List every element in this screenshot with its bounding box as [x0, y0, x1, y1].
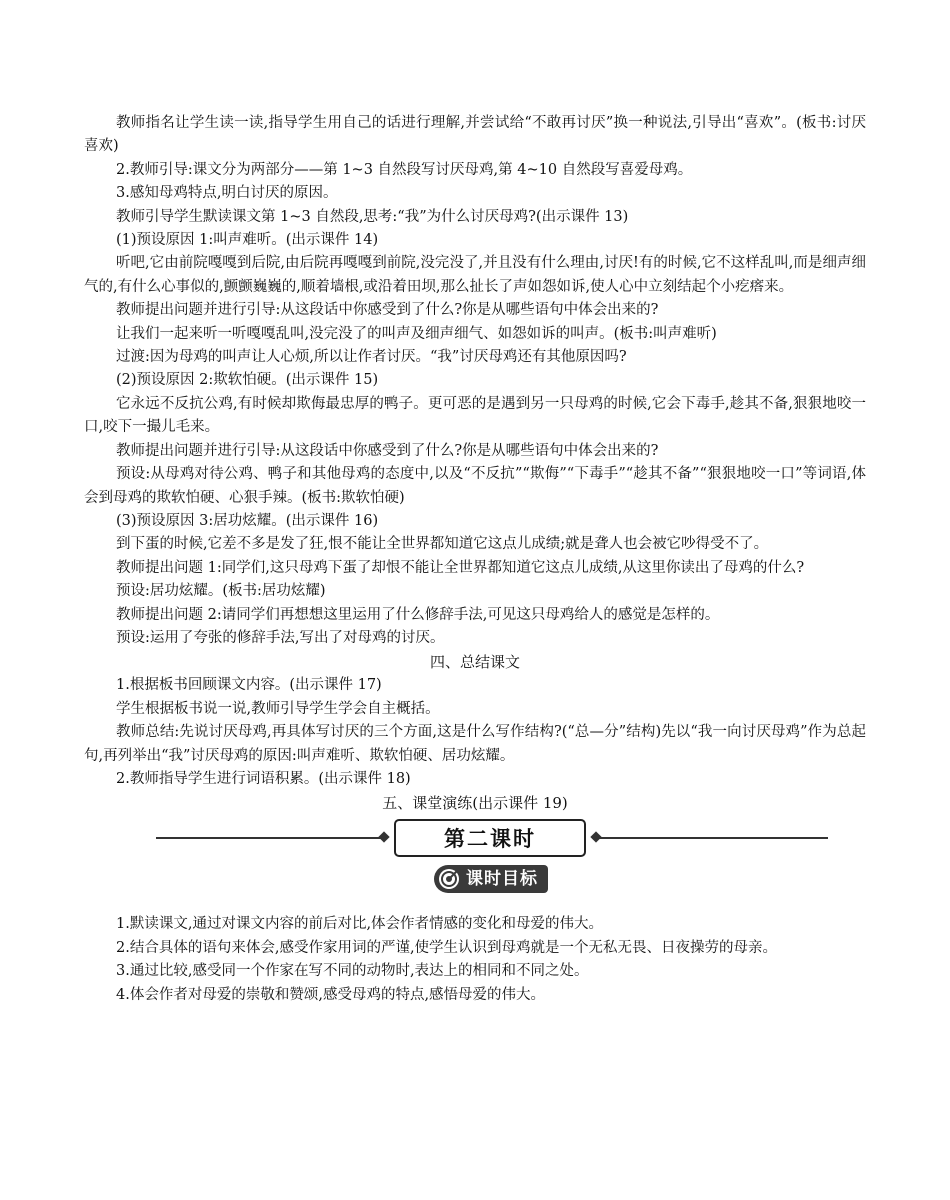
paragraph: 2.教师引导:课文分为两部分——第 1~3 自然段写讨厌母鸡,第 4~10 自然段写喜爱母鸡。 [116, 161, 693, 178]
paragraph: 教师指名让学生读一读,指导学生用自己的话进行理解,并尝试给“不敢再讨厌”换一种说法,引导出“喜欢”。(板书:讨厌 喜欢) [84, 115, 881, 155]
paragraph: 预设:运用了夸张的修辞手法,写出了对母鸡的讨厌。 [116, 629, 445, 646]
list-item: 3.通过比较,感受同一个作家在写不同的动物时,表达上的相同和不同之处。 [116, 963, 589, 980]
lesson-title: 第二课时 [394, 819, 586, 857]
section-heading: 五、课堂演练(出示课件 19) [382, 794, 568, 813]
document-page [84, 112, 881, 1007]
paragraph: 2.教师指导学生进行词语积累。(出示课件 18) [116, 770, 411, 787]
paragraph: 过渡:因为母鸡的叫声让人心烦,所以让作者讨厌。“我”讨厌母鸡还有其他原因吗? [116, 349, 627, 366]
paragraph: 教师引导学生默读课文第 1~3 自然段,思考:“我”为什么讨厌母鸡?(出示课件 13) [116, 208, 629, 225]
goal-badge-label: 课时目标 [466, 869, 538, 890]
quoted-passage: 到下蛋的时候,它差不多是发了狂,恨不能让全世界都知道它这点儿成绩;就是聋人也会被它吵得受不了。 [116, 536, 769, 553]
quoted-passage: 听吧,它由前院嘎嘎到后院,由后院再嘎嘎到前院,没完没了,并且没有什么理由,讨厌!有的时候,它不这样乱叫,而是细声细气的,有什么心事似的,颤颤巍巍的,顺着墙根,或沿着田坝,那么扯长了声如怨如诉,使人心中立刻结起个小疙瘩来。 [84, 255, 866, 295]
paragraph: 教师提出问题 1:同学们,这只母鸡下蛋了却恨不能让全世界都知道它这点儿成绩,从这里你读出了母鸡的什么? [116, 559, 805, 576]
paragraph: 让我们一起来听一听嘎嘎乱叫,没完没了的叫声及细声细气、如怨如诉的叫声。(板书:叫声难听) [116, 325, 717, 342]
paragraph: 教师提出问题并进行引导:从这段话中你感受到了什么?你是从哪些语句中体会出来的? [116, 302, 659, 319]
paragraph: (3)预设原因 3:居功炫耀。(出示课件 16) [116, 512, 379, 529]
section-heading: 四、总结课文 [429, 653, 520, 672]
goal-heading [84, 863, 866, 897]
diamond-ornament-icon [378, 832, 389, 843]
quoted-passage: 它永远不反抗公鸡,有时候却欺侮最忠厚的鸭子。更可恶的是遇到另一只母鸡的时候,它会下毒手,趁其不备,狠狠地咬一口,咬下一撮儿毛来。 [84, 395, 866, 436]
goals-list [84, 913, 866, 1007]
paragraph: 教师总结:先说讨厌母鸡,再具体写讨厌的三个方面,这是什么写作结构?(“总—分”结构)先以“我一向讨厌母鸡”作为总起句,再列举出“我”讨厌母鸡的原因:叫声难听、欺软怕硬、居功炫耀。 [84, 724, 866, 764]
paragraph: 教师提出问题 2:请同学们再想想这里运用了什么修辞手法,可见这只母鸡给人的感觉是怎样的。 [116, 606, 720, 623]
paragraph: 1.根据板书回顾课文内容。(出示课件 17) [116, 677, 382, 694]
divider [596, 837, 828, 839]
list-item: 4.体会作者对母爱的崇敬和赞颂,感受母鸡的特点,感悟母爱的伟大。 [116, 986, 546, 1003]
goal-badge [434, 865, 548, 893]
paragraph: 预设:从母鸡对待公鸡、鸭子和其他母鸡的态度中,以及“不反抗”“欺侮”“下毒手”“趁其不备”“狠狠地咬一口”等词语,体会到母鸡的欺软怕硬、心狠手辣。(板书:欺软怕硬) [84, 466, 866, 506]
paragraph: 预设:居功炫耀。(板书:居功炫耀) [116, 583, 326, 600]
lesson-banner [84, 817, 866, 859]
paragraph: 教师提出问题并进行引导:从这段话中你感受到了什么?你是从哪些语句中体会出来的? [116, 442, 659, 459]
paragraph: 3.感知母鸡特点,明白讨厌的原因。 [116, 185, 338, 202]
divider [156, 837, 384, 839]
paragraph: (1)预设原因 1:叫声难听。(出示课件 14) [116, 232, 379, 249]
paragraph: (2)预设原因 2:欺软怕硬。(出示课件 15) [116, 372, 379, 389]
target-icon [438, 868, 460, 890]
list-item: 2.结合具体的语句来体会,感受作家用词的严谨,使学生认识到母鸡就是一个无私无畏、日夜操劳的母亲。 [116, 939, 778, 956]
list-item: 1.默读课文,通过对课文内容的前后对比,体会作者情感的变化和母爱的伟大。 [116, 916, 604, 933]
paragraph: 学生根据板书说一说,教师引导学生学会自主概括。 [116, 700, 440, 717]
